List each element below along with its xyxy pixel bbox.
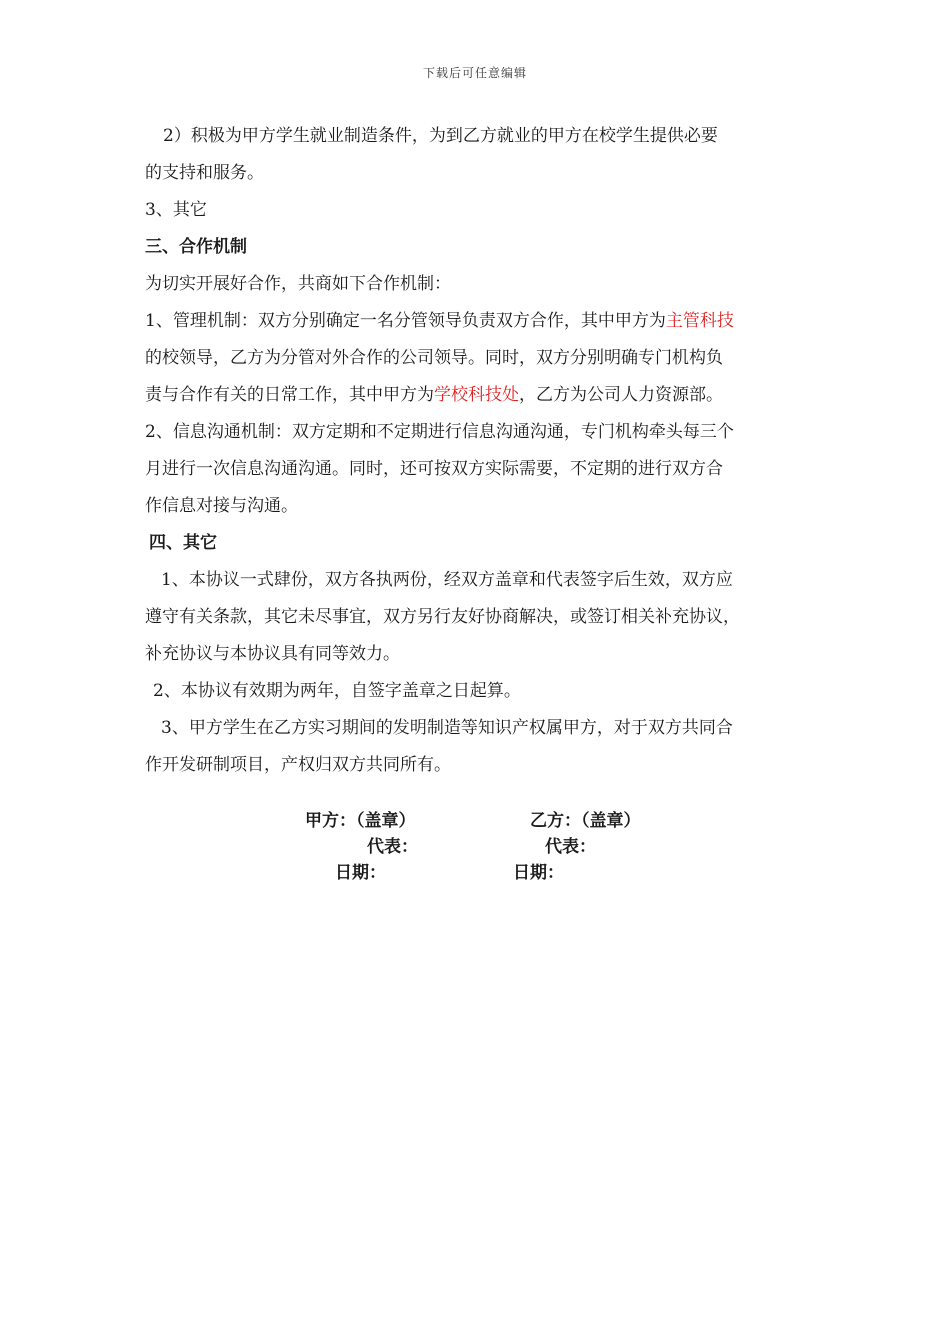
party-a-seal: 甲方：（盖章） — [305, 811, 416, 831]
paragraph-line: 作信息对接与沟通。 — [145, 496, 298, 516]
document-body — [145, 118, 825, 784]
paragraph-line: 2、本协议有效期为两年，自签字盖章之日起算。 — [153, 681, 521, 701]
paragraph-line: 3、其它 — [145, 200, 207, 220]
party-b-date: 日期： — [513, 863, 564, 883]
party-a-representative: 代表： — [367, 837, 418, 857]
highlighted-text: 主管科技 — [665, 311, 734, 331]
paragraph-line: 2）积极为甲方学生就业制造条件，为到乙方就业的甲方在校学生提供必要 — [163, 126, 718, 146]
highlighted-text: 学校科技处 — [434, 385, 519, 405]
section-heading: 三、合作机制 — [145, 237, 247, 257]
paragraph-line — [145, 377, 825, 414]
section-heading: 四、其它 — [149, 533, 217, 553]
paragraph-line: 的支持和服务。 — [145, 163, 264, 183]
paragraph-line — [145, 303, 825, 340]
paragraph-line: 的校领导，乙方为分管对外合作的公司领导。同时，双方分别明确专门机构负 — [145, 348, 723, 368]
text-segment: ，乙方为公司人力资源部。 — [519, 385, 723, 405]
party-b-seal: 乙方：（盖章） — [530, 811, 641, 831]
paragraph-line: 补充协议与本协议具有同等效力。 — [145, 644, 400, 664]
party-a-date: 日期： — [335, 863, 386, 883]
party-b-representative: 代表： — [545, 837, 596, 857]
header-note: 下载后可任意编辑 — [422, 66, 527, 80]
paragraph-line: 作开发研制项目，产权归双方共同所有。 — [145, 755, 451, 775]
paragraph-line: 月进行一次信息沟通沟通。同时，还可按双方实际需要，不定期的进行双方合 — [145, 459, 723, 479]
paragraph-line: 为切实开展好合作，共商如下合作机制： — [145, 274, 451, 294]
paragraph-line: 3、甲方学生在乙方实习期间的发明制造等知识产权属甲方，对于双方共同合 — [161, 718, 733, 738]
paragraph-line: 1、本协议一式肆份，双方各执两份，经双方盖章和代表签字后生效，双方应 — [161, 570, 733, 590]
text-segment: 责与合作有关的日常工作，其中甲方为 — [145, 385, 434, 405]
paragraph-line: 遵守有关条款，其它未尽事宜，双方另行友好协商解决，或签订相关补充协议， — [145, 607, 740, 627]
paragraph-line: 2、信息沟通机制：双方定期和不定期进行信息沟通沟通，专门机构牵头每三个 — [145, 422, 734, 442]
text-segment: 1、管理机制：双方分别确定一名分管领导负责双方合作，其中甲方为 — [145, 311, 666, 331]
